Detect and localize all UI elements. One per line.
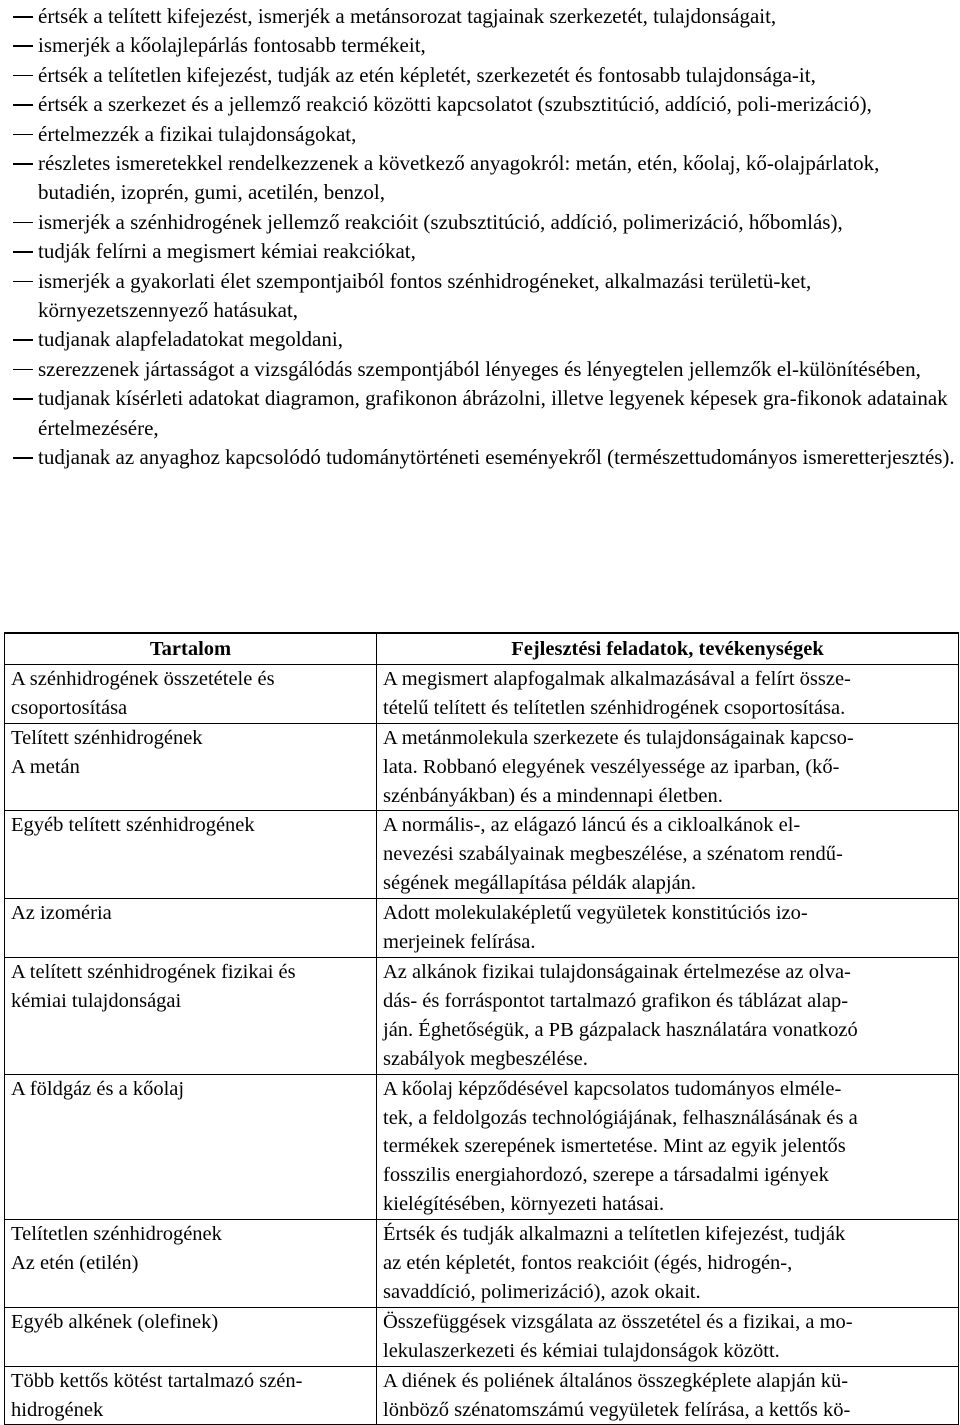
content-cell [5,1307,377,1366]
cell-line: lata. Robbanó elegyének veszélyessége az iparban, (kő- [383,755,840,778]
cell-line: ján. Éghetőségük, a PB gázpalack használatára vonatkozó [383,1018,858,1041]
table-row [5,811,959,899]
list-item [0,267,960,326]
table-row [5,723,959,811]
header-content: Tartalom [5,633,377,664]
cell-line: A metán [11,755,80,778]
cell-line: termékek szerepének ismertetése. Mint az egyik jelentős [383,1135,846,1158]
list-item [0,237,960,266]
cell-line: savaddíció, polimerizáció), azok okait. [383,1280,701,1303]
table-row [5,1074,959,1220]
task-cell [377,1307,959,1366]
cell-line: A földgáz és a kőolaj [11,1077,185,1100]
content-cell [5,1220,377,1308]
cell-line: kémiai tulajdonságai [11,989,182,1012]
content-cell [5,957,377,1074]
content-cell [5,811,377,899]
table-header-row [5,633,959,664]
content-cell [5,899,377,958]
list-item-text: tudjanak az anyaghoz kapcsolódó tudománytörténeti eseményekről (természettudományos ismeretterjesztés). [38,445,955,470]
cell-line: Összefüggések vizsgálata az összetétel és a fizikai, a mo- [383,1310,853,1333]
task-cell [377,1220,959,1308]
cell-line: A megismert alapfogalmak alkalmazásával a felírt össze- [383,667,851,690]
task-cell [377,1074,959,1220]
list-item [0,31,960,60]
list-item-text: értelmezzék a fizikai tulajdonságokat, [38,121,357,146]
cell-line: merjeinek felírása. [383,931,536,954]
list-item-text: tudják felírni a megismert kémiai reakciókat, [38,239,416,264]
list-item-text: értsék a szerkezet és a jellemző reakció közötti kapcsolatot (szubsztitúció, addíció, poli-merizáció), [38,92,872,117]
list-item [0,384,960,443]
task-cell [377,664,959,723]
table-row [5,957,959,1074]
cell-line: lönböző szénatomszámú vegyületek felírása, a kettős kö- [383,1398,851,1421]
content-cell [5,723,377,811]
list-item-text: tudjanak alapfeladatokat megoldani, [38,327,343,352]
list-item-text: értsék a telített kifejezést, ismerjék a metánsorozat tagjainak szerkezetét, tulajdonságait, [38,4,777,28]
cell-line: Több kettős kötést tartalmazó szén- [11,1369,303,1392]
list-item [0,120,960,149]
table-row [5,1366,959,1425]
list-item-text: tudjanak kísérleti adatokat diagramon, grafikonon ábrázolni, illetve legyenek képesek gra-fikonok adatainak értelmezésére, [38,386,948,440]
cell-line: Az izoméria [11,902,112,925]
content-cell [5,1366,377,1425]
list-item [0,208,960,237]
cell-line: dás- és forráspontot tartalmazó grafikon és táblázat alap- [383,989,849,1012]
cell-line: nevezési szabályainak megbeszélése, a szénatom rendű- [383,843,843,866]
list-item [0,2,960,31]
task-cell [377,811,959,899]
content-cell [5,1074,377,1220]
cell-line: szénbányákban) és a mindennapi életben. [383,784,723,807]
cell-line: Az etén (etilén) [11,1252,139,1275]
table-row [5,1307,959,1366]
table-row [5,1220,959,1308]
list-item-text: részletes ismeretekkel rendelkezzenek a következő anyagokról: metán, etén, kőolaj, kő-olajpárlatok, butadién, izoprén, gumi, acetilén, benzol, [38,151,880,205]
cell-line: A diének és poliének általános összegképlete alapján kü- [383,1369,849,1392]
cell-line: Telítetlen szénhidrogének [11,1223,222,1246]
list-item [0,443,960,472]
cell-line: az etén képletét, fontos reakcióit (égés, hidrogén-, [383,1252,793,1275]
objectives-list [0,2,960,473]
header-tasks: Fejlesztési feladatok, tevékenységek [377,633,959,664]
task-cell [377,1366,959,1425]
cell-line: hidrogének [11,1398,104,1421]
list-item [0,90,960,119]
cell-line: Adott molekulaképletű vegyületek konstitúciós izo- [383,902,808,925]
cell-line: Telített szénhidrogének [11,726,203,749]
cell-line: szabályok megbeszélése. [383,1047,588,1070]
cell-line: lekulaszerkezeti és kémiai tulajdonságok között. [383,1339,780,1362]
list-item [0,355,960,384]
cell-line: A kőolaj képződésével kapcsolatos tudományos elméle- [383,1077,842,1100]
cell-line: csoportosítása [11,696,128,719]
cell-line: A normális-, az elágazó láncú és a cikloalkánok el- [383,814,801,837]
cell-line: tek, a feldolgozás technológiájának, felhasználásának és a [383,1106,858,1129]
list-item-text: szerezzenek jártasságot a vizsgálódás szempontjából lényeges és lényegtelen jellemzők el-különítésében, [38,356,921,381]
cell-line: Az alkánok fizikai tulajdonságainak értelmezése az olva- [383,960,851,983]
list-item-text: értsék a telítetlen kifejezést, tudják az etén képletét, szerkezetét és fontosabb tulajdonsága-it, [38,62,816,87]
cell-line: tételű telített és telítetlen szénhidrogének csoportosítása. [383,696,846,719]
cell-line: fosszilis energiahordozó, szerepe a társadalmi igények [383,1164,829,1187]
cell-line: A metánmolekula szerkezete és tulajdonságainak kapcso- [383,726,854,749]
list-item [0,61,944,90]
list-item-text: ismerjék a szénhidrogének jellemző reakcióit (szubsztitúció, addíció, polimerizáció, hőbomlás), [38,209,843,234]
cell-line: Egyéb telített szénhidrogének [11,814,255,837]
cell-line: Értsék és tudják alkalmazni a telítetlen kifejezést, tudják [383,1223,846,1246]
content-cell [5,664,377,723]
list-item-text: ismerjék a kőolajlepárlás fontosabb termékeit, [38,33,426,58]
cell-line: kielégítésében, környezeti hatásai. [383,1193,665,1216]
task-cell [377,899,959,958]
table-row [5,899,959,958]
list-item-text: ismerjék a gyakorlati élet szempontjaiból fontos szénhidrogéneket, alkalmazási területü-ket, környezetszennyező hatásukat, [38,268,812,323]
cell-line: A telített szénhidrogének fizikai és [11,960,296,983]
list-item [0,149,960,208]
list-item [0,325,960,354]
cell-line: ségének megállapítása példák alapján. [383,872,697,895]
table-row [5,664,959,723]
cell-line: A szénhidrogének összetétele és [11,667,275,690]
cell-line: Egyéb alkének (olefinek) [11,1310,219,1333]
content-table [4,632,959,1425]
task-cell [377,957,959,1074]
task-cell [377,723,959,811]
table-body [5,664,959,1425]
